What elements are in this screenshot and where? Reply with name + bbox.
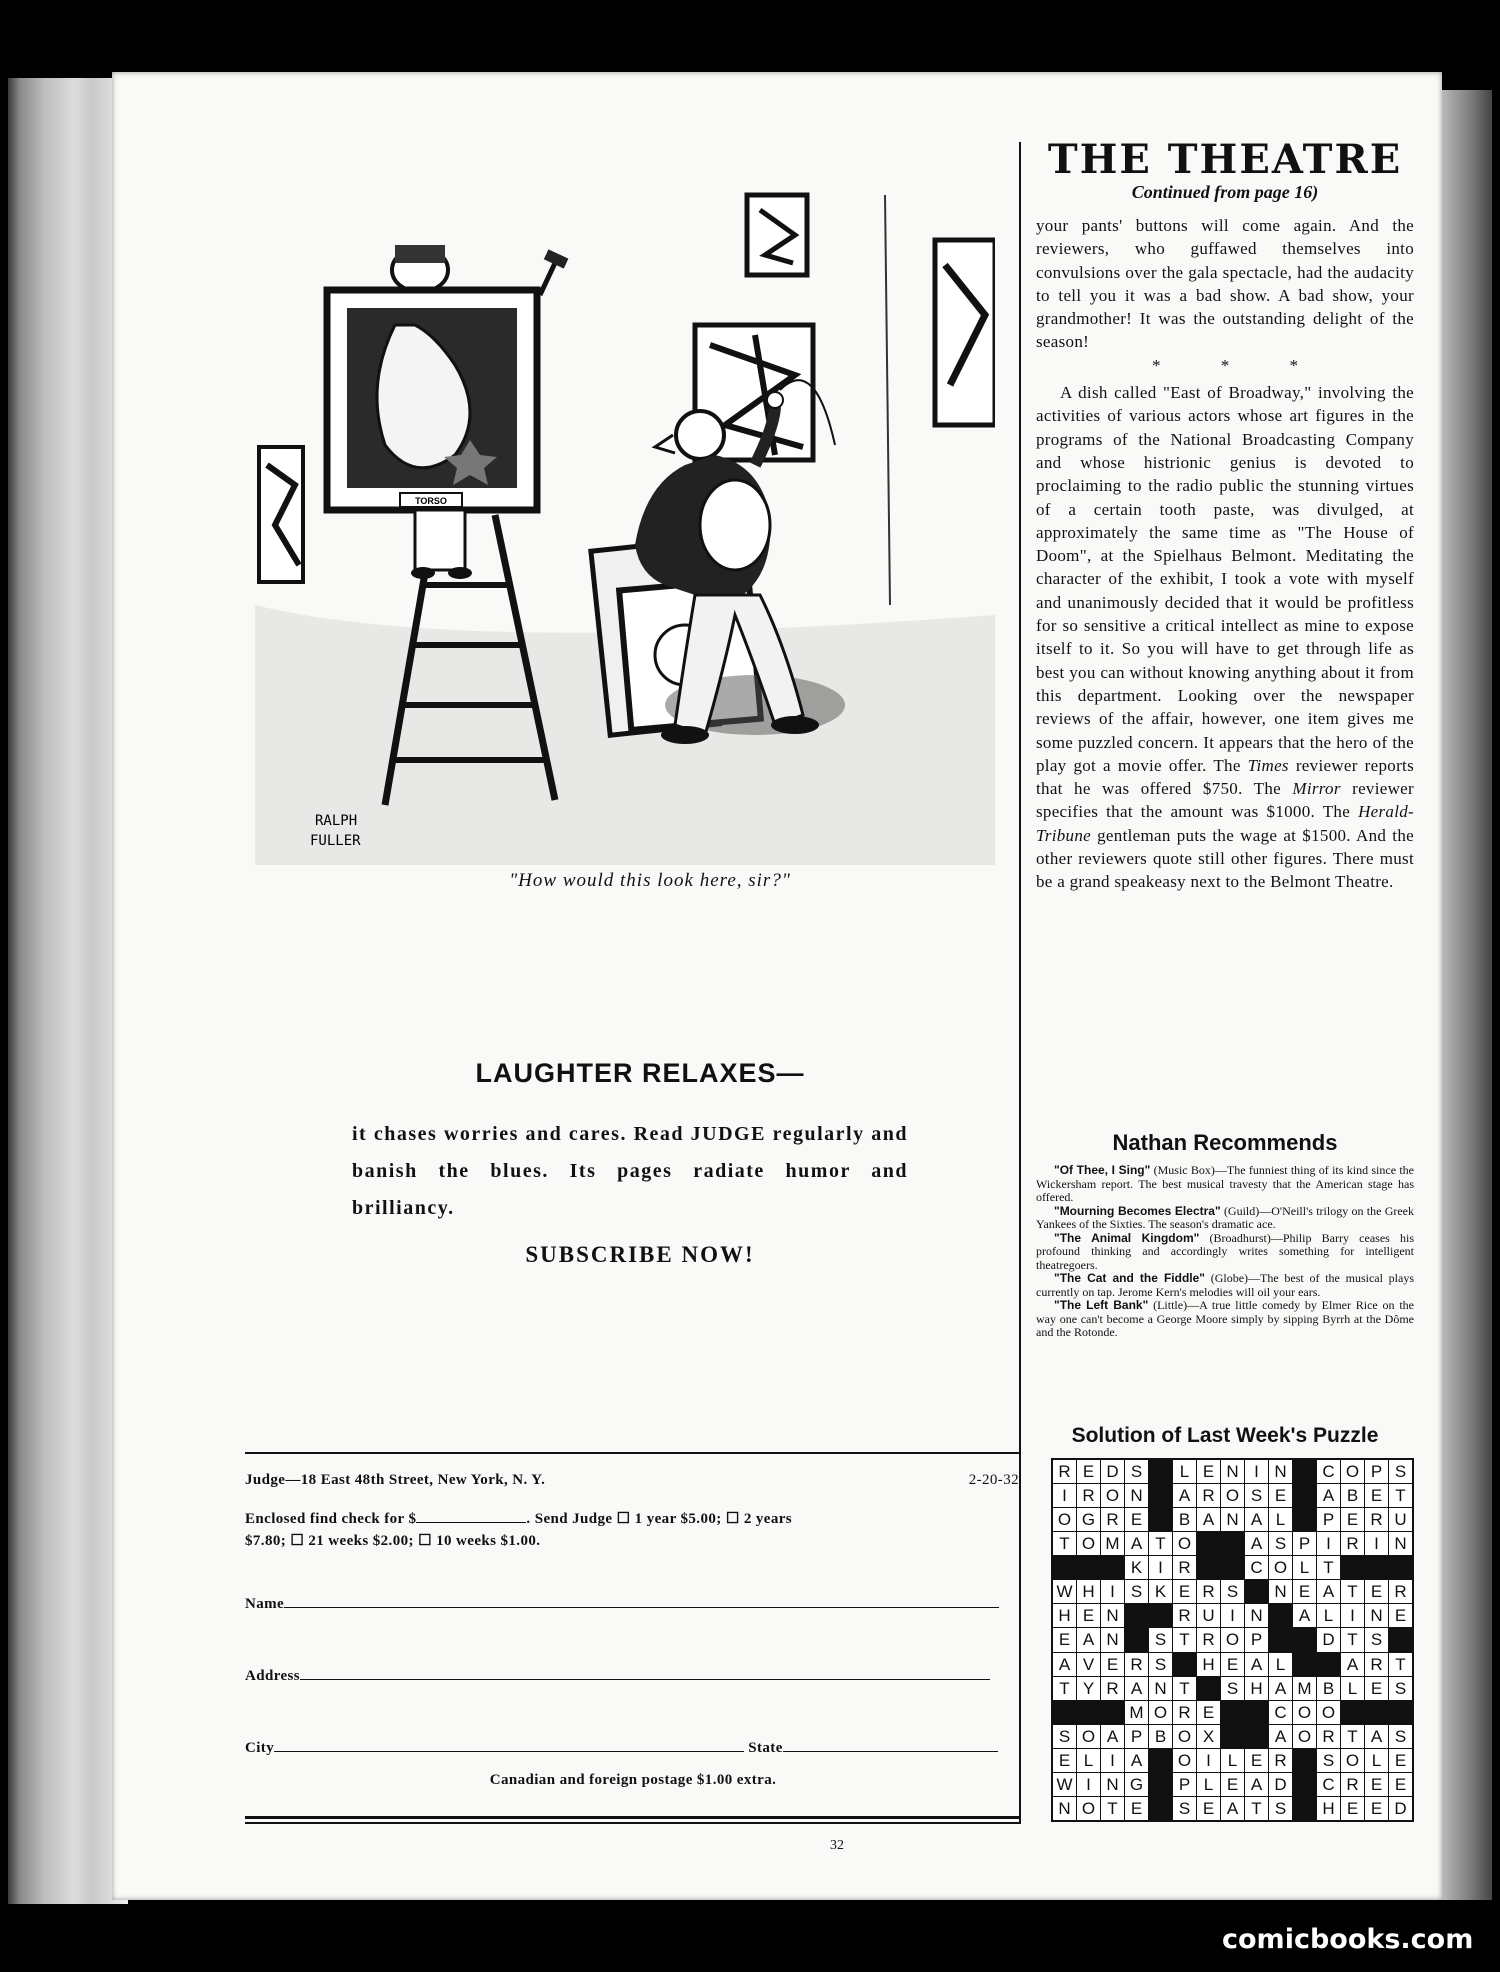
crossword-cell: N (1053, 1797, 1076, 1820)
crossword-cell: B (1341, 1484, 1364, 1507)
crossword-cell: E (1389, 1773, 1412, 1796)
crossword-block (1173, 1653, 1196, 1676)
crossword-cell: C (1317, 1460, 1340, 1483)
crossword-cell: U (1197, 1604, 1220, 1627)
coupon-date: 2-20-32 (968, 1472, 1019, 1488)
crossword-cell: E (1341, 1508, 1364, 1531)
crossword-cell: D (1389, 1797, 1412, 1820)
puzzle-heading: Solution of Last Week's Puzzle (1071, 1424, 1379, 1447)
crossword-cell: R (1341, 1532, 1364, 1555)
crossword-cell: E (1197, 1701, 1220, 1724)
crossword-cell: R (1053, 1460, 1076, 1483)
crossword-cell: I (1197, 1749, 1220, 1772)
crossword-cell: E (1365, 1677, 1388, 1700)
theatre-article (1036, 214, 1414, 894)
crossword-cell: E (1365, 1773, 1388, 1796)
crossword-cell: K (1125, 1556, 1148, 1579)
crossword-cell: S (1389, 1725, 1412, 1748)
crossword-block (1149, 1484, 1172, 1507)
crossword-cell: D (1269, 1773, 1292, 1796)
crossword-block (1149, 1508, 1172, 1531)
crossword-block (1221, 1725, 1244, 1748)
crossword-cell: O (1101, 1484, 1124, 1507)
painting-label: TORSO (415, 496, 447, 506)
crossword-block (1269, 1604, 1292, 1627)
crossword-cell: T (1341, 1725, 1364, 1748)
crossword-cell: H (1317, 1797, 1340, 1820)
herald-title: Herald-Tribune (1036, 802, 1414, 845)
crossword-cell: O (1077, 1797, 1100, 1820)
city-field[interactable] (274, 1751, 744, 1752)
crossword-block (1293, 1653, 1316, 1676)
recommendation-item: "Mourning Becomes Electra" (Guild)—O'Neill's trilogy on the Greek Yankees of the Sixties. The season's dramatic ace. (1036, 1203, 1415, 1231)
para2-part-d: gentleman puts the wage at $1500. And the other reviewers quote still other figures. There must be a grand speakeasy next to the Belmont Theatre. (1036, 825, 1414, 892)
name-label: Name (245, 1596, 285, 1612)
crossword-cell: L (1269, 1508, 1292, 1531)
theatre-title: THE THEATRE (1047, 136, 1403, 183)
crossword-cell: T (1389, 1653, 1412, 1676)
crossword-cell: M (1125, 1701, 1148, 1724)
crossword-block (1149, 1460, 1172, 1483)
recommendation-item: "The Cat and the Fiddle" (Globe)—The best of the musical plays currently on tap. Jerome Kern's melodies will oil your ears. (1036, 1271, 1414, 1299)
name-field[interactable] (284, 1607, 999, 1608)
crossword-cell: P (1245, 1628, 1268, 1651)
crossword-cell: R (1101, 1508, 1124, 1531)
crossword-cell: B (1317, 1677, 1340, 1700)
crossword-cell: H (1245, 1677, 1268, 1700)
crossword-cell: T (1053, 1677, 1076, 1700)
crossword-block (1293, 1628, 1316, 1651)
crossword-cell: C (1245, 1556, 1268, 1579)
crossword-cell: R (1365, 1653, 1388, 1676)
postage-note: Canadian and foreign postage $1.00 extra. (489, 1772, 777, 1788)
crossword-cell: N (1221, 1460, 1244, 1483)
recommendation-item: "The Left Bank" (Little)—A true little comedy by Elmer Rice on the way one can't become a George Moore simply by sipping Byrrh at the Dôme and the Rotonde. (1036, 1298, 1414, 1339)
crossword-cell: N (1269, 1580, 1292, 1603)
crossword-block (1197, 1556, 1220, 1579)
crossword-cell: E (1389, 1604, 1412, 1627)
crossword-cell: S (1221, 1580, 1244, 1603)
crossword-cell: O (1293, 1701, 1316, 1724)
crossword-cell: D (1317, 1628, 1340, 1651)
article-separator: * * * (1152, 355, 1326, 375)
crossword-cell: N (1269, 1460, 1292, 1483)
crossword-cell: O (1293, 1725, 1316, 1748)
crossword-cell: O (1173, 1532, 1196, 1555)
signature-line1: RALPH (315, 813, 358, 829)
crossword-block (1221, 1532, 1244, 1555)
option-2-years-price: $7.80; (245, 1533, 287, 1549)
recommendation-item: "Of Thee, I Sing" (Music Box)—The funniest thing of its kind since the Wickersham report. The best musical travesty that the American stage has offered. (1036, 1163, 1415, 1204)
crossword-cell: L (1365, 1749, 1388, 1772)
times-title: Times (1247, 755, 1289, 775)
crossword-cell: O (1053, 1508, 1076, 1531)
crossword-cell: T (1317, 1556, 1340, 1579)
promo-headline: LAUGHTER RELAXES— (475, 1058, 805, 1088)
option-10-weeks: 10 weeks $1.00. (436, 1533, 541, 1549)
option-2-years: 2 years (743, 1511, 793, 1527)
crossword-cell: O (1173, 1749, 1196, 1772)
crossword-cell: S (1317, 1749, 1340, 1772)
crossword-cell: I (1245, 1460, 1268, 1483)
crossword-cell: I (1365, 1532, 1388, 1555)
crossword-cell: A (1317, 1580, 1340, 1603)
watermark: comicbooks.com (1222, 1924, 1474, 1955)
crossword-block (1389, 1628, 1412, 1651)
crossword-block (1077, 1556, 1100, 1579)
crossword-cell: L (1197, 1773, 1220, 1796)
crossword-block (1149, 1797, 1172, 1820)
crossword-cell: I (1317, 1532, 1340, 1555)
crossword-cell: E (1269, 1484, 1292, 1507)
para2-part-a: A dish called "East of Broadway," involving the activities of various actors whose art figures in the programs of the National Broadcasting Company and whose histrionic genius is devoted to proclaiming to the radio public the stunning virtues of a certain tooth paste, was divulged, at approximately the same time as "The House of Doom", at the Spielhaus Belmont. Meditating the character of the exhibit, I took a vote with myself and unanimously decided that it would be profitless for so sensitive a critical intellect as mine to expose itself to it. So you will have to get through life as best you can without knowing anything about it from this department. Looking over the newspaper reviews of the affair, however, one item gives me some puzzled concern. It appears that the hero of the play got a movie offer. The (1036, 383, 1414, 775)
crossword-cell: N (1101, 1628, 1124, 1651)
column-separator (1019, 142, 1021, 1822)
crossword-cell: E (1125, 1508, 1148, 1531)
crossword-block (1341, 1556, 1364, 1579)
crossword-cell: I (1053, 1484, 1076, 1507)
crossword-cell: A (1245, 1653, 1268, 1676)
crossword-cell: L (1173, 1460, 1196, 1483)
crossword-cell: E (1341, 1797, 1364, 1820)
address-label: Address (245, 1668, 301, 1684)
crossword-cell: P (1293, 1532, 1316, 1555)
crossword-block (1293, 1797, 1316, 1820)
crossword-block (1197, 1677, 1220, 1700)
crossword-block (1245, 1725, 1268, 1748)
crossword-cell: S (1245, 1484, 1268, 1507)
crossword-block (1077, 1701, 1100, 1724)
crossword-cell: T (1341, 1580, 1364, 1603)
crossword-cell: O (1221, 1484, 1244, 1507)
option-21-weeks: 21 weeks $2.00; (308, 1533, 414, 1549)
coupon-header-row (245, 1472, 1021, 1489)
crossword-cell: S (1125, 1460, 1148, 1483)
amount-field[interactable] (416, 1522, 526, 1523)
crossword-block (1293, 1749, 1316, 1772)
crossword-cell: L (1293, 1556, 1316, 1579)
promo-body: it chases worries and cares. Read JUDGE regularly and banish the blues. Its pages radiate humor and brilliancy. (352, 1123, 908, 1219)
crossword-cell: O (1077, 1532, 1100, 1555)
crossword-cell: R (1365, 1508, 1388, 1531)
crossword-cell: O (1269, 1556, 1292, 1579)
crossword-block (1389, 1701, 1412, 1724)
crossword-cell: A (1125, 1677, 1148, 1700)
crossword-cell: A (1245, 1532, 1268, 1555)
crossword-cell: A (1077, 1628, 1100, 1651)
crossword-block (1293, 1773, 1316, 1796)
crossword-cell: A (1221, 1797, 1244, 1820)
crossword-block (1101, 1556, 1124, 1579)
state-label: State (748, 1740, 783, 1756)
crossword-cell: A (1245, 1773, 1268, 1796)
city-label: City (245, 1740, 275, 1756)
crossword-cell: A (1293, 1604, 1316, 1627)
crossword-block (1341, 1701, 1364, 1724)
crossword-block (1149, 1604, 1172, 1627)
crossword-cell: N (1101, 1604, 1124, 1627)
state-field[interactable] (783, 1751, 998, 1752)
crossword-cell: T (1341, 1628, 1364, 1651)
crossword-cell: A (1101, 1725, 1124, 1748)
crossword-cell: S (1149, 1653, 1172, 1676)
crossword-cell: R (1125, 1653, 1148, 1676)
crossword-grid (1051, 1458, 1414, 1822)
crossword-cell: A (1269, 1725, 1292, 1748)
crossword-cell: R (1173, 1556, 1196, 1579)
crossword-cell: N (1365, 1604, 1388, 1627)
crossword-cell: M (1293, 1677, 1316, 1700)
crossword-cell: H (1197, 1653, 1220, 1676)
crossword-cell: E (1197, 1797, 1220, 1820)
crossword-cell: A (1317, 1484, 1340, 1507)
cartoon-illustration (255, 185, 995, 865)
crossword-cell: E (1221, 1773, 1244, 1796)
crossword-cell: A (1125, 1749, 1148, 1772)
crossword-cell: C (1269, 1701, 1292, 1724)
crossword-block (1125, 1628, 1148, 1651)
crossword-cell: S (1269, 1797, 1292, 1820)
crossword-cell: R (1317, 1725, 1340, 1748)
crossword-cell: R (1269, 1749, 1292, 1772)
crossword-cell: N (1389, 1532, 1412, 1555)
para2-part-c: reviewer specifies that the amount was $1000. The (1036, 779, 1414, 822)
crossword-cell: G (1125, 1773, 1148, 1796)
crossword-cell: S (1149, 1628, 1172, 1651)
crossword-cell: E (1245, 1749, 1268, 1772)
option-1-year: 1 year $5.00; (634, 1511, 722, 1527)
crossword-cell: W (1053, 1580, 1076, 1603)
address-row (245, 1668, 1021, 1685)
crossword-cell: E (1293, 1580, 1316, 1603)
crossword-block (1317, 1653, 1340, 1676)
crossword-block (1245, 1580, 1268, 1603)
crossword-cell: S (1269, 1532, 1292, 1555)
send-prefix: . Send Judge (526, 1511, 613, 1527)
subscribe-cta: SUBSCRIBE NOW! (525, 1242, 755, 1267)
crossword-cell: E (1365, 1484, 1388, 1507)
crossword-cell: R (1341, 1773, 1364, 1796)
crossword-cell: D (1101, 1460, 1124, 1483)
crossword-cell: W (1053, 1773, 1076, 1796)
subscription-coupon (245, 1452, 1021, 1824)
crossword-cell: R (1197, 1580, 1220, 1603)
crossword-block (1149, 1749, 1172, 1772)
crossword-cell: T (1245, 1797, 1268, 1820)
crossword-block (1221, 1556, 1244, 1579)
checkbox-21-weeks[interactable]: ☐ (290, 1533, 305, 1549)
crossword-block (1293, 1484, 1316, 1507)
crossword-cell: R (1197, 1484, 1220, 1507)
crossword-cell: R (1101, 1677, 1124, 1700)
crossword-cell: L (1341, 1677, 1364, 1700)
crossword-cell: I (1101, 1580, 1124, 1603)
crossword-cell: O (1173, 1725, 1196, 1748)
crossword-cell: E (1125, 1797, 1148, 1820)
crossword-cell: A (1245, 1508, 1268, 1531)
crossword-cell: A (1173, 1484, 1196, 1507)
theatre-continued: Continued from page 16) (1131, 182, 1319, 202)
crossword-cell: M (1101, 1532, 1124, 1555)
crossword-cell: E (1197, 1460, 1220, 1483)
crossword-block (1053, 1701, 1076, 1724)
crossword-cell: A (1269, 1677, 1292, 1700)
crossword-cell: A (1341, 1653, 1364, 1676)
crossword-block (1245, 1701, 1268, 1724)
crossword-block (1269, 1628, 1292, 1651)
checkbox-10-weeks[interactable]: ☐ (418, 1533, 432, 1549)
para2-part-b: reviewer reports that he was offered $750. The (1036, 755, 1414, 799)
crossword-cell: T (1053, 1532, 1076, 1555)
page-number: 32 (830, 1838, 844, 1853)
crossword-cell: E (1053, 1628, 1076, 1651)
crossword-cell: E (1077, 1460, 1100, 1483)
crossword-cell: O (1149, 1701, 1172, 1724)
crossword-cell: L (1077, 1749, 1100, 1772)
crossword-cell: E (1077, 1604, 1100, 1627)
crossword-cell: N (1125, 1484, 1148, 1507)
crossword-cell: S (1053, 1725, 1076, 1748)
crossword-cell: S (1365, 1628, 1388, 1651)
crossword-cell: E (1101, 1653, 1124, 1676)
crossword-cell: T (1173, 1628, 1196, 1651)
crossword-cell: E (1221, 1653, 1244, 1676)
checkbox-1-year[interactable]: ☐ (616, 1511, 631, 1527)
crossword-cell: T (1149, 1532, 1172, 1555)
crossword-cell: S (1389, 1460, 1412, 1483)
crossword-cell: E (1173, 1580, 1196, 1603)
crossword-cell: K (1149, 1580, 1172, 1603)
crossword-cell: C (1317, 1773, 1340, 1796)
crossword-cell: O (1317, 1701, 1340, 1724)
crossword-cell: O (1077, 1725, 1100, 1748)
crossword-cell: S (1125, 1580, 1148, 1603)
crossword-block (1053, 1556, 1076, 1579)
crossword-cell: S (1389, 1677, 1412, 1700)
crossword-cell: T (1389, 1484, 1412, 1507)
crossword-block (1125, 1604, 1148, 1627)
city-state-row (245, 1740, 1021, 1757)
nathan-heading: Nathan Recommends (1112, 1130, 1338, 1155)
crossword-cell: P (1173, 1773, 1196, 1796)
crossword-cell: S (1173, 1797, 1196, 1820)
recommendation-item: "The Animal Kingdom" (Broadhurst)—Philip Barry ceases his profound thinking and accordingly writes something for intelligent theatregoers. (1036, 1230, 1415, 1272)
name-row (245, 1596, 1021, 1613)
crossword-cell: E (1365, 1797, 1388, 1820)
crossword-cell: V (1077, 1653, 1100, 1676)
crossword-cell: L (1269, 1653, 1292, 1676)
crossword-cell: E (1053, 1749, 1076, 1772)
crossword-block (1149, 1773, 1172, 1796)
crossword-cell: R (1077, 1484, 1100, 1507)
book-left-edge (8, 78, 128, 1904)
crossword-cell: R (1173, 1701, 1196, 1724)
crossword-cell: Y (1077, 1677, 1100, 1700)
crossword-cell: H (1077, 1580, 1100, 1603)
crossword-cell: I (1341, 1604, 1364, 1627)
enclosed-prefix: Enclosed find check for $ (245, 1511, 417, 1527)
crossword-cell: E (1365, 1580, 1388, 1603)
article-para-1: your pants' buttons will come again. And the reviewers, who guffawed themselves into convulsions over the gala spectacle, had the audacity to tell you it was a bad show. A bad show, your grandmother! It was the outstanding delight of the season! (1036, 216, 1414, 352)
crossword-cell: A (1125, 1532, 1148, 1555)
crossword-cell: I (1149, 1556, 1172, 1579)
crossword-cell: E (1389, 1749, 1412, 1772)
signature-line2: FULLER (310, 833, 361, 849)
cartoon-caption: "How would this look here, sir?" (509, 870, 791, 891)
crossword-cell: X (1197, 1725, 1220, 1748)
crossword-cell: I (1221, 1604, 1244, 1627)
crossword-cell: R (1197, 1628, 1220, 1651)
crossword-cell: A (1197, 1508, 1220, 1531)
coupon-options-row (245, 1508, 1021, 1552)
crossword-cell: L (1317, 1604, 1340, 1627)
crossword-cell: B (1149, 1725, 1172, 1748)
crossword-block (1293, 1460, 1316, 1483)
address-field[interactable] (300, 1679, 990, 1680)
crossword-cell: N (1149, 1677, 1172, 1700)
crossword-cell: O (1221, 1628, 1244, 1651)
crossword-cell: U (1389, 1508, 1412, 1531)
crossword-cell: S (1221, 1677, 1244, 1700)
crossword-cell: R (1389, 1580, 1412, 1603)
mirror-title: Mirror (1292, 779, 1341, 799)
crossword-cell: R (1173, 1604, 1196, 1627)
crossword-block (1365, 1701, 1388, 1724)
crossword-cell: T (1173, 1677, 1196, 1700)
nathan-recommendations (1036, 1164, 1414, 1340)
crossword-cell: P (1317, 1508, 1340, 1531)
crossword-block (1221, 1701, 1244, 1724)
crossword-cell: O (1341, 1749, 1364, 1772)
crossword-block (1389, 1556, 1412, 1579)
crossword-cell: I (1077, 1773, 1100, 1796)
article-para-2 (1036, 381, 1414, 894)
crossword-block (1365, 1556, 1388, 1579)
crossword-cell: L (1221, 1749, 1244, 1772)
crossword-cell: G (1077, 1508, 1100, 1531)
crossword-cell: N (1101, 1773, 1124, 1796)
crossword-cell: A (1365, 1725, 1388, 1748)
crossword-cell: O (1341, 1460, 1364, 1483)
crossword-block (1101, 1701, 1124, 1724)
crossword-cell: P (1365, 1460, 1388, 1483)
crossword-cell: N (1245, 1604, 1268, 1627)
coupon-address: Judge—18 East 48th Street, New York, N. Y. (245, 1472, 546, 1488)
crossword-block (1197, 1532, 1220, 1555)
crossword-block (1293, 1508, 1316, 1531)
crossword-cell: T (1101, 1797, 1124, 1820)
crossword-cell: A (1053, 1653, 1076, 1676)
crossword-cell: H (1053, 1604, 1076, 1627)
crossword-cell: N (1221, 1508, 1244, 1531)
crossword-cell: P (1125, 1725, 1148, 1748)
checkbox-2-years[interactable]: ☐ (725, 1511, 740, 1527)
crossword-cell: I (1101, 1749, 1124, 1772)
coupon-bottom-rule (245, 1816, 1021, 1824)
crossword-cell: B (1173, 1508, 1196, 1531)
